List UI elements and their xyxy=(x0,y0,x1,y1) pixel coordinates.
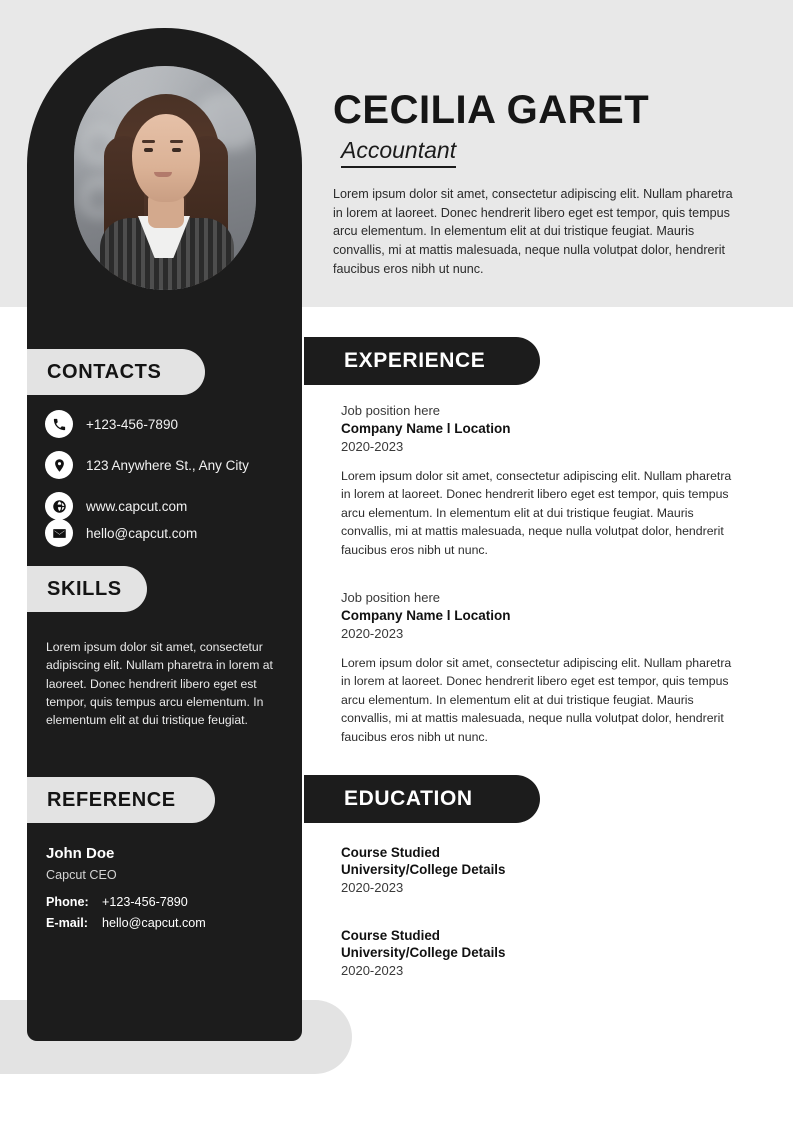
portrait-mouth xyxy=(154,172,172,177)
experience-description: Lorem ipsum dolor sit amet, consectetur adipiscing elit. Nullam pharetra in lorem at laoreet. Donec hendrerit libero eget est tempor, quis tempus arcu elementum. In elementum elit at dui tristique feugiat. Mauris convallis, mi at mattis malesuada, neque nulla volutpat dolor, hendrerit faucibus eros nibh ut nunc. xyxy=(341,656,732,744)
profile-photo xyxy=(74,66,256,290)
portrait-eye-right xyxy=(172,148,181,152)
contact-value-address: 123 Anywhere St., Any City xyxy=(86,457,249,473)
experience-description: Lorem ipsum dolor sit amet, consectetur adipiscing elit. Nullam pharetra in lorem at laoreet. Donec hendrerit libero eget est tempor, quis tempus arcu elementum. In elementum elit at dui tristique feugiat. Mauris convallis, mi at mattis malesuada, neque nulla volutpat dolor, hendrerit faucibus eros nibh ut nunc. xyxy=(341,469,732,557)
section-header-skills xyxy=(27,566,147,612)
contact-row-phone[interactable] xyxy=(45,410,178,438)
skills-description: Lorem ipsum dolor sit amet, consectetur adipiscing elit. Nullam pharetra in lorem at laoreet. Donec hendrerit libero eget est tempor, quis tempus arcu elementum. In elementum elit at dui tristique feugiat. xyxy=(46,640,273,728)
reference-email-label: E-mail: xyxy=(46,916,88,930)
contact-value-email: hello@capcut.com xyxy=(86,525,198,541)
experience-position: Job position here xyxy=(341,403,441,418)
section-title-experience: EXPERIENCE xyxy=(344,349,486,372)
photo-background xyxy=(74,66,256,290)
experience-entry xyxy=(341,403,733,559)
section-title-education: EDUCATION xyxy=(344,787,473,810)
contact-row-website[interactable] xyxy=(45,492,187,520)
experience-position: Job position here xyxy=(341,590,441,605)
experience-dates: 2020-2023 xyxy=(341,626,404,641)
portrait-eye-left xyxy=(144,148,153,152)
section-header-reference xyxy=(27,777,215,823)
reference-email-value: hello@capcut.com xyxy=(102,916,206,930)
contact-row-email[interactable] xyxy=(45,519,197,547)
reference-title: Capcut CEO xyxy=(46,868,117,882)
location-pin-icon xyxy=(45,451,73,479)
contact-value-website: www.capcut.com xyxy=(86,498,188,514)
education-school: University/College Details xyxy=(341,862,506,877)
profile-summary: Lorem ipsum dolor sit amet, consectetur adipiscing elit. Nullam pharetra in lorem at laoreet. Donec hendrerit libero eget est tempor, quis tempus arcu elementum. In elementum elit at dui tristique feugiat. Mauris convallis, mi at mattis malesuada, neque nulla volutpat dolor, hendrerit faucibus eros nibh ut nunc. xyxy=(333,187,733,276)
reference-phone-label: Phone: xyxy=(46,895,89,909)
phone-icon xyxy=(45,410,73,438)
section-header-education xyxy=(304,775,540,823)
reference-phone-value: +123-456-7890 xyxy=(102,895,188,909)
experience-entry xyxy=(341,590,733,746)
education-entry xyxy=(341,845,733,895)
envelope-icon xyxy=(45,519,73,547)
education-school: University/College Details xyxy=(341,945,506,960)
education-entry xyxy=(341,928,733,978)
globe-icon xyxy=(45,492,73,520)
section-title-skills: SKILLS xyxy=(47,577,122,600)
education-course: Course Studied xyxy=(341,928,440,943)
section-header-contacts xyxy=(27,349,205,395)
reference-name: John Doe xyxy=(46,845,115,862)
section-title-contacts: CONTACTS xyxy=(47,360,162,383)
portrait-eyebrow-right xyxy=(170,140,183,143)
reference-phone-row xyxy=(46,895,188,909)
portrait-face xyxy=(132,114,200,202)
reference-email-row xyxy=(46,916,206,930)
education-dates: 2020-2023 xyxy=(341,963,404,978)
contact-row-address[interactable] xyxy=(45,451,249,479)
experience-company: Company Name l Location xyxy=(341,608,511,623)
experience-dates: 2020-2023 xyxy=(341,439,404,454)
education-course: Course Studied xyxy=(341,845,440,860)
section-title-reference: REFERENCE xyxy=(47,788,176,811)
experience-company: Company Name l Location xyxy=(341,421,511,436)
candidate-role: Accountant xyxy=(341,137,456,168)
education-dates: 2020-2023 xyxy=(341,880,404,895)
candidate-name: CECILIA GARET xyxy=(333,88,650,132)
contact-value-phone: +123-456-7890 xyxy=(86,416,178,432)
section-header-experience xyxy=(304,337,540,385)
portrait-eyebrow-left xyxy=(142,140,155,143)
